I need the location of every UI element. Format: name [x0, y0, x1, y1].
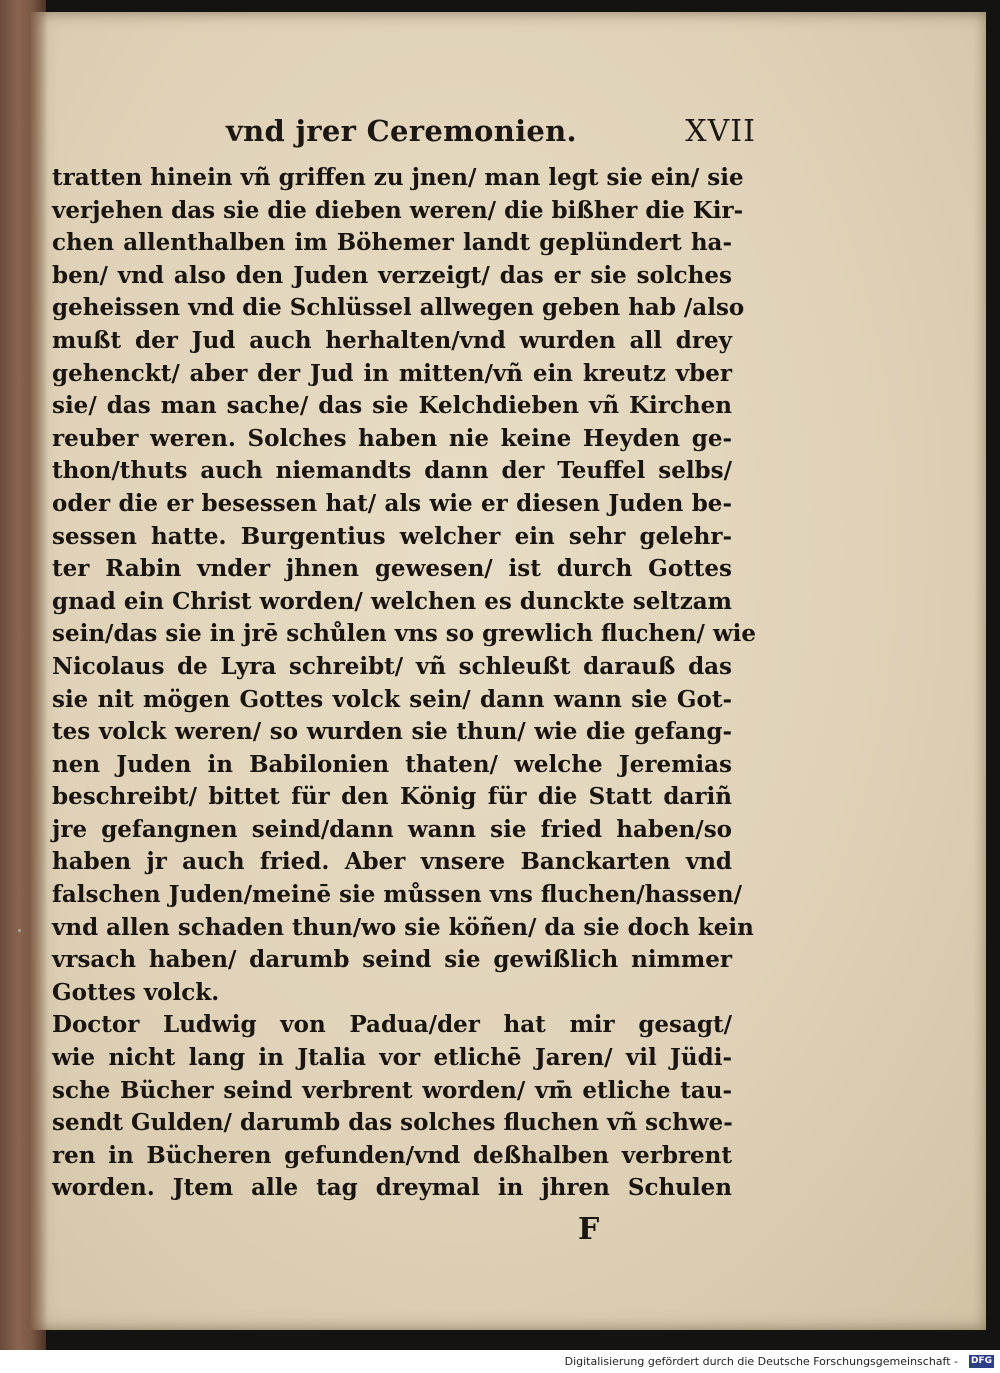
text-line: Doctor Ludwig von Padua/der hat mir gesagt/	[52, 1011, 732, 1039]
text-line: tratten hinein vñ griffen zu jnen/ man legt sie ein/ sie	[52, 164, 744, 191]
text-line: haben jr auch fried. Aber vnsere Banckarten vnd	[52, 848, 732, 876]
text-line: mußt der Jud auch herhalten/vnd wurden all drey	[52, 326, 732, 354]
text-line: verjehen das sie die dieben weren/ die bißher die Kir-	[52, 196, 744, 224]
text-line: vrsach haben/ darumb seind sie gewißlich nimmer	[52, 946, 732, 974]
text-line: thon/thuts auch niemandts dann der Teuffel selbs/	[52, 457, 732, 485]
text-line: ren in Bücheren gefunden/vnd deßhalben verbrent	[52, 1141, 732, 1169]
dfg-logo: DFG	[970, 1356, 992, 1366]
text-line: worden. Jtem alle tag dreymal in jhren Schulen	[52, 1174, 732, 1202]
text-line: falschen Juden/meinē sie můssen vns fluchen/hassen/	[52, 881, 742, 909]
margin-speck	[18, 929, 21, 932]
text-line: sessen hatte. Burgentius welcher ein sehr gelehr-	[52, 522, 732, 550]
text-line: sendt Gulden/ darumb das solches fluchen vñ schwe-	[52, 1109, 733, 1137]
text-line: reuber weren. Solches haben nie keine Heyden ge-	[52, 424, 732, 452]
text-line: sie/ das man sache/ das sie Kelchdieben vñ Kirchen	[52, 392, 732, 420]
text-line: ter Rabin vnder jhnen gewesen/ ist durch Gottes	[52, 555, 732, 583]
running-title: vnd jrer Ceremonien.	[226, 114, 577, 148]
body-text	[52, 162, 757, 1205]
text-line: Gottes volck.	[52, 978, 220, 1006]
folio-number: XVII	[685, 114, 756, 149]
text-line: tes volck weren/ so wurden sie thun/ wie die gefang-	[52, 718, 732, 746]
text-line: chen allenthalben im Böhemer landt geplündert ha-	[52, 229, 732, 257]
text-line: vnd allen schaden thun/wo sie köñen/ da sie doch kein	[52, 913, 754, 941]
text-line: geheissen vnd die Schlüssel allwegen geben hab /also	[52, 294, 745, 322]
text-line: ben/ vnd also den Juden verzeigt/ das er sie solches	[52, 261, 732, 289]
text-line: gehenckt/ aber der Jud in mitten/vñ ein kreutz vber	[52, 359, 732, 387]
text-line: oder die er besessen hat/ als wie er diesen Juden be-	[52, 489, 732, 517]
text-line: wie nicht lang in Jtalia vor etlichē Jaren/ vil Jüdi-	[52, 1044, 732, 1072]
text-line: sie nit mögen Gottes volck sein/ dann wann sie Got-	[52, 685, 732, 713]
text-line: jre gefangnen seind/dann wann sie fried haben/so	[52, 815, 732, 843]
digitization-credit: Digitalisierung gefördert durch die Deutsche Forschungsgemeinschaft -	[564, 1355, 958, 1368]
page-gutter-shadow	[30, 12, 48, 1330]
text-line: sein/das sie in jrē schůlen vns so grewlich fluchen/ wie	[52, 620, 757, 648]
text-line: gnad ein Christ worden/ welchen es dunckte seltzam	[52, 587, 732, 615]
text-line: sche Bücher seind verbrent worden/ vm̄ etliche tau-	[52, 1076, 732, 1104]
page-header	[226, 114, 756, 158]
signature-mark: F	[578, 1212, 600, 1247]
text-line: beschreibt/ bittet für den König für die Statt dariñ	[52, 783, 732, 811]
text-line: nen Juden in Babilonien thaten/ welche Jeremias	[52, 750, 732, 778]
text-line: Nicolaus de Lyra schreibt/ vñ schleußt darauß das	[52, 652, 732, 680]
footer-bar	[0, 1350, 1000, 1373]
